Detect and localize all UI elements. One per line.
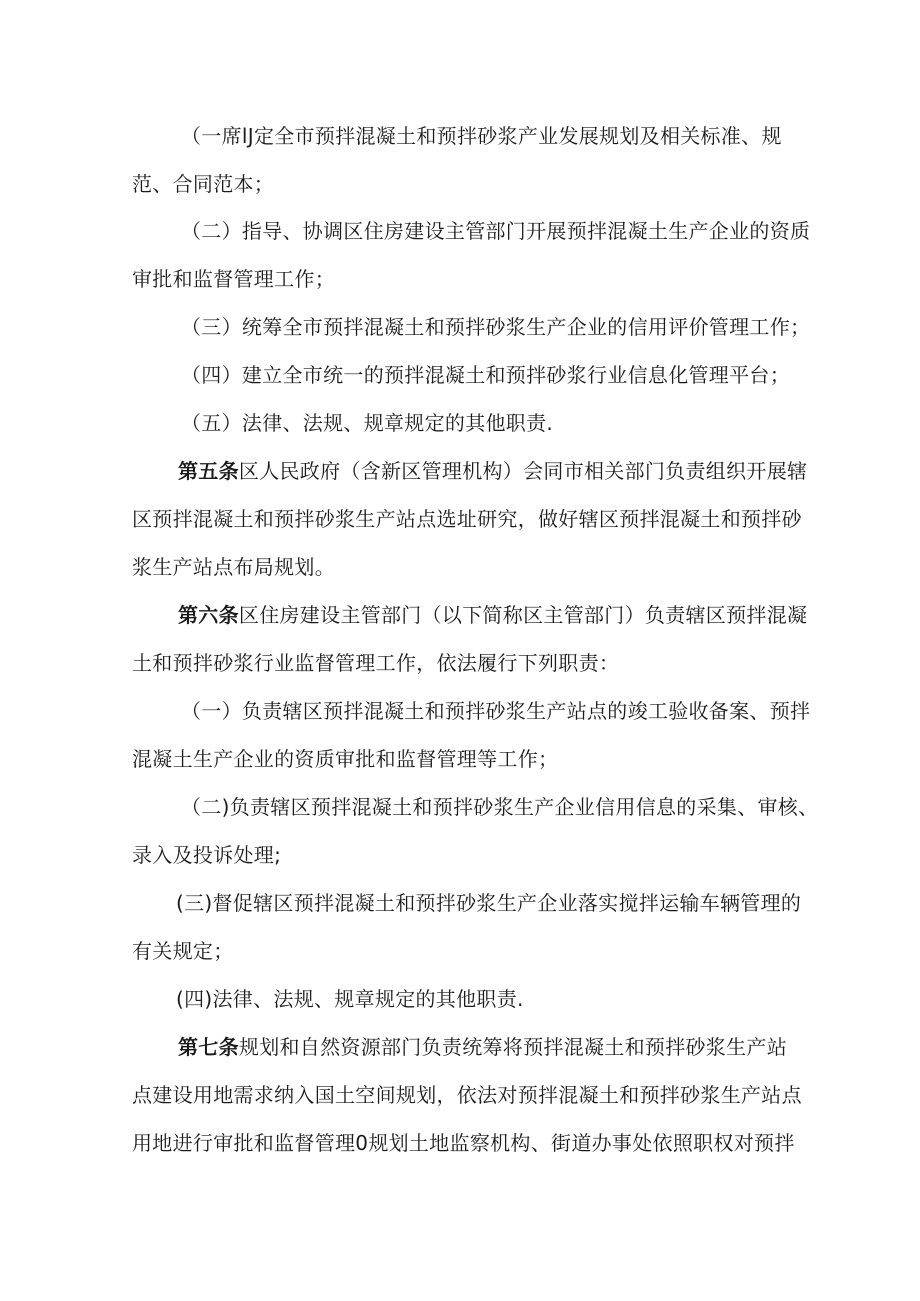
clause-3-5-line: （五）法律、法规、规章规定的其他职责. bbox=[181, 411, 554, 435]
article-5-heading: 第五条 bbox=[178, 459, 239, 483]
article-5-line-1 bbox=[178, 457, 807, 485]
clause-6-4-line: (四)法律、法规、规章规定的其他职责. bbox=[176, 987, 524, 1011]
clause-6-2-line-1: （二)负责辖区预拌混凝土和预拌砂浆生产企业信用信息的采集、审核、 bbox=[181, 795, 819, 819]
clause-3-2-line-2: 审批和监督管理工作； bbox=[132, 267, 335, 291]
clause-3-1-line-1: （一席lJ定全市预拌混凝土和预拌砂浆产业发展规划及相关标准、规 bbox=[181, 124, 782, 148]
article-6-heading: 第六条 bbox=[178, 603, 239, 627]
article-7-line-1 bbox=[178, 1033, 787, 1061]
article-5-line-3: 浆生产站点布局规划。 bbox=[132, 555, 335, 579]
article-5-text: 区人民政府（含新区管理机构）会同市相关部门负责组织开展辖 bbox=[238, 459, 808, 483]
clause-6-1-line-1: （一）负责辖区预拌混凝土和预拌砂浆生产站点的竣工验收备案、预拌 bbox=[181, 699, 811, 723]
clause-6-2-line-2: 录入及投诉处理; bbox=[132, 843, 282, 867]
article-6-line-1 bbox=[178, 601, 807, 629]
clause-6-3-line-2: 有关规定； bbox=[132, 939, 234, 963]
clause-6-1-line-2: 混凝土生产企业的资质审批和监督管理等工作； bbox=[132, 747, 559, 771]
clause-6-3-line-1: (三)督促辖区预拌混凝土和预拌砂浆生产企业落实搅拌运输车辆管理的 bbox=[176, 891, 802, 915]
article-7-text: 规划和自然资源部门负责统筹将预拌混凝土和预拌砂浆生产站 bbox=[238, 1035, 788, 1059]
article-5-line-2: 区预拌混凝土和预拌砂浆生产站点选址研究，做好辖区预拌混凝土和预拌砂 bbox=[132, 507, 802, 531]
article-6-text: 区住房建设主管部门（以下简称区主管部门）负责辖区预拌混凝 bbox=[238, 603, 808, 627]
article-7-line-3: 用地进行审批和监督管理0规划土地监察机构、街道办事处依照职权对预拌 bbox=[132, 1131, 795, 1155]
clause-3-2-line-1: （二）指导、协调区住房建设主管部门开展预拌混凝土生产企业的资质 bbox=[181, 219, 811, 243]
article-6-line-2: 土和预拌砂浆行业监督管理工作，依法履行下列职责： bbox=[132, 651, 620, 675]
clause-3-4-line: （四）建立全市统一的预拌混凝土和预拌砂浆行业信息化管理平台； bbox=[181, 363, 790, 387]
article-7-line-2: 点建设用地需求纳入国土空间规划，依法对预拌混凝土和预拌砂浆生产站点 bbox=[132, 1083, 802, 1107]
article-7-heading: 第七条 bbox=[178, 1035, 239, 1059]
clause-3-3-line: （三）统筹全市预拌混凝土和预拌砂浆生产企业的信用评价管理工作； bbox=[181, 315, 811, 339]
clause-3-1-line-2: 范、合同范本； bbox=[132, 172, 275, 196]
